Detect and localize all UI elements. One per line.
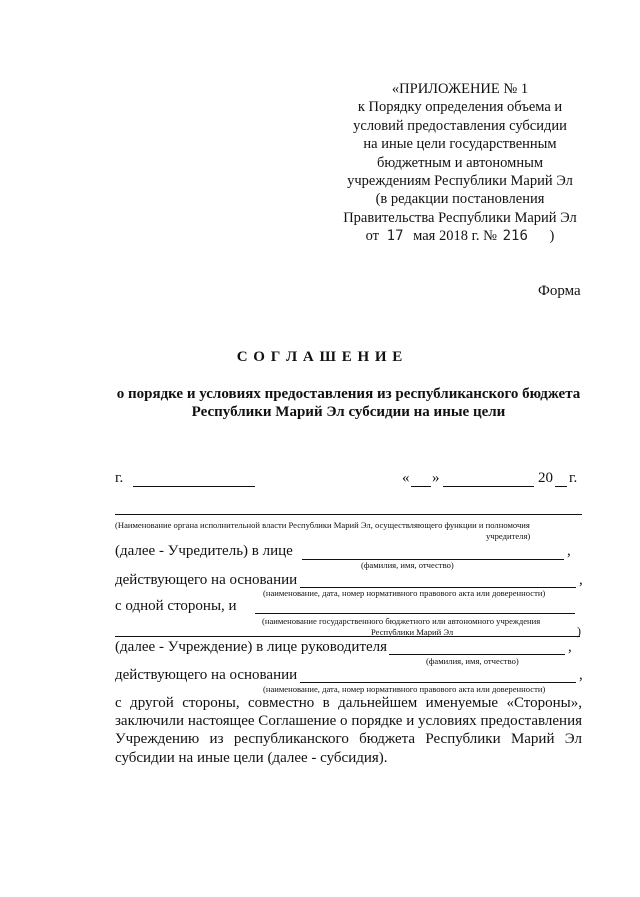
header-line: учреждениям Республики Марий Эл	[347, 173, 573, 190]
basis-field-2[interactable]	[300, 682, 576, 683]
institution-caption-cont: Республики Марий Эл	[371, 627, 454, 637]
comma: ,	[579, 667, 583, 683]
year-prefix: 20	[538, 470, 553, 486]
founder-caption: (Наименование органа исполнительной власти Республики Марий Эл, осуществляющего функции и полномочия	[115, 520, 530, 530]
founder-caption-cont: учредителя)	[486, 531, 531, 541]
comma: ,	[579, 572, 583, 588]
date-prefix: от	[365, 228, 380, 245]
header-line: Правительства Республики Марий Эл	[343, 209, 577, 226]
month-field[interactable]	[443, 486, 534, 487]
founder-name-field[interactable]	[115, 514, 582, 515]
subtitle-line: Республики Марий Эл субсидии на иные цели	[191, 404, 506, 421]
day-field[interactable]	[411, 486, 431, 487]
year-field[interactable]	[555, 486, 567, 487]
subtitle	[100, 385, 597, 422]
closing-paragraph: с другой стороны, совместно в дальнейшем именуемые «Стороны», заключили настоящее Соглашение о порядке и условиях предоставления Учреждению из республиканского бюджета Республики Марий Эл субсидии на иные цели (далее - субсидия).	[115, 695, 582, 766]
institution-caption-close: )	[577, 624, 581, 638]
basis-caption: (наименование, дата, номер нормативного правового акта или доверенности)	[263, 588, 546, 598]
place-prefix: г.	[115, 470, 124, 486]
institution-rep-label: (далее - Учреждение) в лице руководителя	[115, 639, 388, 655]
header-line: бюджетным и автономным	[376, 154, 544, 171]
header-line: на иные цели государственным	[363, 136, 557, 153]
comma: ,	[568, 639, 572, 655]
form-label: Форма	[538, 283, 581, 299]
institution-rep-field[interactable]	[389, 654, 565, 655]
fio-caption: (фамилия, имя, отчество)	[361, 560, 454, 570]
institution-caption: (наименование государственного бюджетного или автономного учреждения	[262, 616, 541, 626]
basis-label-2: действующего на основании	[115, 667, 298, 683]
institution-name-field[interactable]	[255, 613, 575, 614]
date-day: 17	[386, 228, 404, 245]
date-open-quote: «	[402, 470, 410, 486]
fio-caption-2: (фамилия, имя, отчество)	[426, 656, 519, 666]
institution-name-field-2[interactable]	[115, 636, 580, 637]
date-close-quote: »	[432, 470, 440, 486]
one-side-label: с одной стороны, и	[115, 598, 237, 614]
header-line: условий предоставления субсидии	[353, 117, 567, 134]
subtitle-line: о порядке и условиях предоставления из республиканского бюджета	[116, 386, 581, 402]
basis-caption-2: (наименование, дата, номер нормативного правового акта или доверенности)	[263, 684, 546, 694]
appendix-header	[320, 80, 600, 246]
founder-rep-label: (далее - Учредитель) в лице	[115, 543, 293, 559]
date-close: )	[549, 228, 555, 245]
header-line: «ПРИЛОЖЕНИЕ № 1	[391, 81, 529, 97]
date-rest: мая 2018 г. №	[413, 228, 497, 245]
page-title: С О Г Л А Ш Е Н И Е	[236, 349, 404, 365]
date-number: 216	[502, 228, 528, 245]
comma: ,	[567, 543, 571, 559]
header-line: к Порядку определения объема и	[357, 99, 563, 116]
place-field[interactable]	[133, 486, 255, 487]
header-line: (в редакции постановления	[375, 191, 545, 208]
header-date-line	[320, 227, 600, 245]
year-suffix: г.	[569, 470, 578, 486]
basis-label: действующего на основании	[115, 572, 298, 588]
